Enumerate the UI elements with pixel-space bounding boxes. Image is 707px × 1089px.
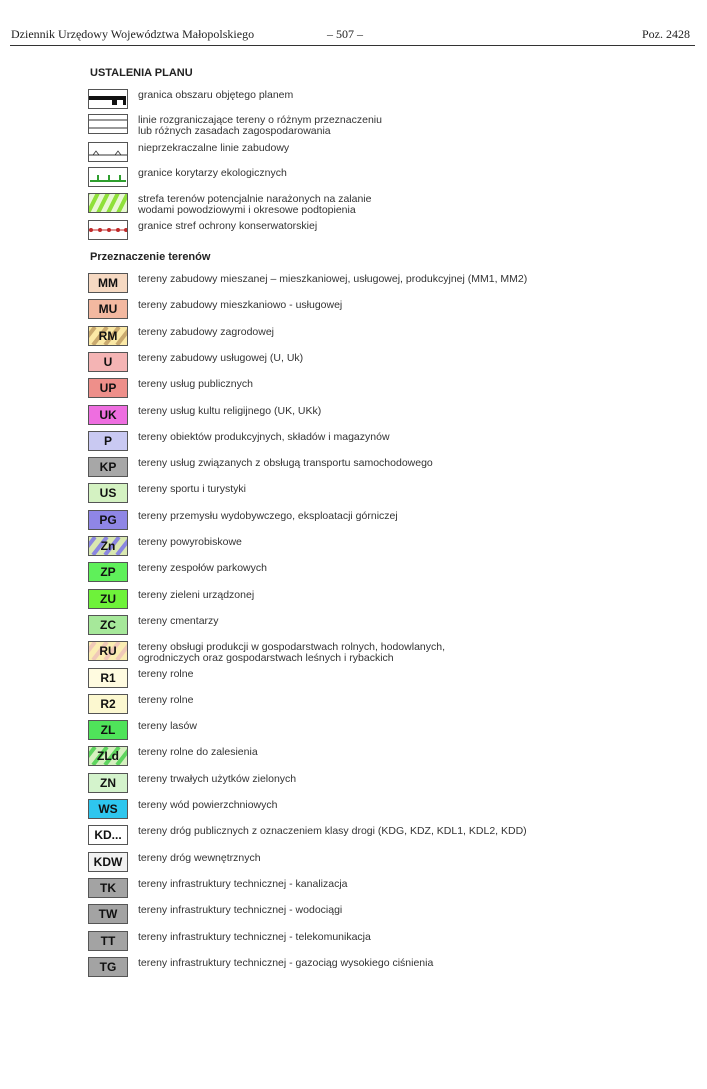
landuse-code-badge <box>88 878 128 898</box>
landuse-description <box>138 932 371 943</box>
label-line: ogrodniczych oraz gospodarstwach leśnych i rybackich <box>138 652 394 664</box>
plan-section-title: USTALENIA PLANU <box>90 67 193 79</box>
label-line: nieprzekraczalne linie zabudowy <box>138 142 290 154</box>
label-line: tereny zabudowy zagrodowej <box>138 326 274 338</box>
landuse-code: KD... <box>94 828 122 842</box>
landuse-code: KP <box>99 460 117 474</box>
landuse-legend-item <box>88 562 648 584</box>
landuse-description <box>138 669 193 680</box>
label-line: tereny zespołów parkowych <box>138 562 267 574</box>
landuse-description <box>138 590 254 601</box>
landuse-code: KDW <box>93 855 123 869</box>
landuse-code: WS <box>98 802 118 816</box>
label-line: tereny powyrobiskowe <box>138 536 242 548</box>
ecological-corridors-symbol <box>88 167 128 187</box>
plan-legend-item <box>88 193 648 215</box>
landuse-code-badge <box>88 299 128 319</box>
label-line: tereny zabudowy mieszkaniowo - usługowej <box>138 299 343 311</box>
landuse-legend-item <box>88 536 648 558</box>
landuse-description <box>138 537 242 548</box>
label-line: tereny rolne do zalesienia <box>138 746 258 758</box>
landuse-description <box>138 800 277 811</box>
landuse-code: TG <box>99 960 117 974</box>
landuse-code-badge <box>88 562 128 582</box>
landuse-legend-item <box>88 668 648 690</box>
label-line: tereny obsługi produkcji w gospodarstwach rolnych, hodowlanych, <box>138 641 446 653</box>
landuse-description <box>138 747 258 758</box>
landuse-description <box>138 379 253 390</box>
landuse-description <box>138 853 261 864</box>
label-line: tereny zieleni urządzonej <box>138 589 255 601</box>
landuse-description <box>138 353 303 364</box>
landuse-code: U <box>103 355 113 369</box>
plan-legend-label <box>138 90 293 101</box>
journal-title: Dziennik Urzędowy Województwa Małopolskiego <box>11 27 255 41</box>
landuse-legend-item <box>88 352 648 374</box>
landuse-code: TK <box>100 881 116 895</box>
plan-legend-label <box>138 143 289 154</box>
plan-legend-label <box>138 194 371 216</box>
landuse-code: Zn <box>100 539 116 553</box>
plan-legend-item <box>88 220 648 242</box>
landuse-legend-item <box>88 457 648 479</box>
label-line: tereny rolne <box>138 668 194 680</box>
landuse-legend-item <box>88 931 648 953</box>
landuse-description <box>138 300 342 311</box>
landuse-code-badge <box>88 457 128 477</box>
label-line: wodami powodziowymi i okresowe podtopienia <box>138 204 356 216</box>
label-line: tereny trwałych użytków zielonych <box>138 773 297 785</box>
label-line: tereny infrastruktury technicznej - wodociągi <box>138 904 343 916</box>
label-line: tereny wód powierzchniowych <box>138 799 278 811</box>
landuse-legend-item <box>88 405 648 427</box>
conservation-zones-symbol <box>88 220 128 240</box>
landuse-code-badge <box>88 825 128 845</box>
landuse-description <box>138 905 342 916</box>
landuse-code: ZP <box>100 565 116 579</box>
flood-zone-symbol <box>88 193 128 213</box>
plan-boundary-symbol <box>88 89 128 109</box>
label-line: tereny rolne <box>138 694 194 706</box>
label-line: tereny lasów <box>138 720 197 732</box>
landuse-code-badge <box>88 536 128 556</box>
dividing-lines-symbol <box>88 114 128 134</box>
landuse-description <box>138 695 193 706</box>
landuse-code-badge <box>88 773 128 793</box>
landuse-code: R2 <box>100 697 116 711</box>
landuse-code: ZU <box>100 592 116 606</box>
label-line: tereny zabudowy usługowej (U, Uk) <box>138 352 304 364</box>
landuse-legend-item <box>88 957 648 979</box>
landuse-code: UP <box>99 381 117 395</box>
landuse-code-badge <box>88 904 128 924</box>
landuse-legend-item <box>88 589 648 611</box>
landuse-legend-item <box>88 694 648 716</box>
label-line: tereny infrastruktury technicznej - gazociąg wysokiego ciśnienia <box>138 957 434 969</box>
label-line: tereny cmentarzy <box>138 615 219 627</box>
plan-legend-label <box>138 115 382 137</box>
landuse-code-badge <box>88 668 128 688</box>
plan-legend-label <box>138 221 317 232</box>
building-lines-symbol <box>88 142 128 162</box>
label-line: granice stref ochrony konserwatorskiej <box>138 220 318 232</box>
landuse-legend-item <box>88 510 648 532</box>
landuse-legend-item <box>88 904 648 926</box>
landuse-code-badge <box>88 378 128 398</box>
label-line: tereny usług kultu religijnego (UK, UKk) <box>138 405 322 417</box>
landuse-code: RU <box>99 644 117 658</box>
landuse-description <box>138 616 219 627</box>
landuse-code-badge <box>88 273 128 293</box>
landuse-legend-item <box>88 878 648 900</box>
landuse-code: RM <box>98 329 118 343</box>
label-line: granica obszaru objętego planem <box>138 89 294 101</box>
landuse-code-badge <box>88 694 128 714</box>
landuse-code-badge <box>88 720 128 740</box>
label-line: tereny infrastruktury technicznej - telekomunikacja <box>138 931 371 943</box>
label-line: tereny dróg publicznych z oznaczeniem klasy drogi (KDG, KDZ, KDL1, KDL2, KDD) <box>138 825 527 837</box>
landuse-legend-item <box>88 852 648 874</box>
landuse-legend-item <box>88 326 648 348</box>
landuse-code-badge <box>88 799 128 819</box>
landuse-code-badge <box>88 931 128 951</box>
landuse-description <box>138 432 390 443</box>
landuse-legend-item <box>88 799 648 821</box>
landuse-section-title: Przeznaczenie terenów <box>90 251 211 263</box>
landuse-code: MU <box>98 302 118 316</box>
label-line: tereny usług publicznych <box>138 378 253 390</box>
landuse-description <box>138 274 527 285</box>
landuse-code-badge <box>88 483 128 503</box>
label-line: tereny usług związanych z obsługą transportu samochodowego <box>138 457 433 469</box>
landuse-code-badge <box>88 510 128 530</box>
landuse-description <box>138 406 321 417</box>
landuse-legend-item <box>88 825 648 847</box>
landuse-code: US <box>99 486 117 500</box>
landuse-legend-item <box>88 615 648 637</box>
landuse-code: PG <box>99 513 117 527</box>
landuse-legend-item <box>88 720 648 742</box>
label-line: tereny dróg wewnętrznych <box>138 852 261 864</box>
label-line: granice korytarzy ekologicznych <box>138 167 287 179</box>
landuse-description <box>138 826 527 837</box>
page-number: – 507 – <box>327 27 363 41</box>
landuse-description <box>138 563 267 574</box>
landuse-code: MM <box>98 276 118 290</box>
landuse-description <box>138 511 398 522</box>
label-line: tereny sportu i turystyki <box>138 483 246 495</box>
label-line: strefa terenów potencjalnie narażonych na zalanie <box>138 193 372 205</box>
landuse-description <box>138 484 246 495</box>
landuse-legend-item <box>88 431 648 453</box>
landuse-code: TT <box>100 934 116 948</box>
landuse-description <box>138 958 433 969</box>
landuse-legend-item <box>88 483 648 505</box>
landuse-code-badge <box>88 957 128 977</box>
landuse-code: ZLd <box>97 749 119 763</box>
landuse-code-badge <box>88 746 128 766</box>
landuse-code: TW <box>98 907 118 921</box>
landuse-code-badge <box>88 431 128 451</box>
landuse-code-badge <box>88 615 128 635</box>
landuse-code: P <box>103 434 112 448</box>
landuse-code: R1 <box>100 671 116 685</box>
landuse-legend-item <box>88 299 648 321</box>
plan-legend-item <box>88 167 648 189</box>
landuse-description <box>138 458 433 469</box>
landuse-description <box>138 642 445 664</box>
landuse-description <box>138 327 274 338</box>
label-line: linie rozgraniczające tereny o różnym przeznaczeniu <box>138 114 382 126</box>
header-rule <box>10 45 695 46</box>
landuse-code-badge <box>88 405 128 425</box>
landuse-description <box>138 721 197 732</box>
position-number: Poz. 2428 <box>642 27 690 41</box>
landuse-code-badge <box>88 641 128 661</box>
landuse-legend-item <box>88 378 648 400</box>
landuse-code-badge <box>88 589 128 609</box>
plan-legend-item <box>88 114 648 136</box>
landuse-code-badge <box>88 326 128 346</box>
plan-legend-item <box>88 142 648 164</box>
landuse-description <box>138 774 296 785</box>
landuse-description <box>138 879 348 890</box>
plan-legend-item <box>88 89 648 111</box>
label-line: lub różnych zasadach zagospodarowania <box>138 125 331 137</box>
landuse-code-badge <box>88 352 128 372</box>
label-line: tereny przemysłu wydobywczego, eksploatacji górniczej <box>138 510 398 522</box>
landuse-code: ZN <box>100 776 116 790</box>
landuse-legend-item <box>88 641 648 663</box>
landuse-legend-item <box>88 746 648 768</box>
landuse-code-badge <box>88 852 128 872</box>
landuse-code: ZL <box>100 723 116 737</box>
label-line: tereny infrastruktury technicznej - kanalizacja <box>138 878 348 890</box>
landuse-legend-item <box>88 273 648 295</box>
plan-legend-label <box>138 168 287 179</box>
label-line: tereny obiektów produkcyjnych, składów i magazynów <box>138 431 390 443</box>
landuse-code: UK <box>99 408 117 422</box>
landuse-code: ZC <box>100 618 116 632</box>
landuse-legend-item <box>88 773 648 795</box>
label-line: tereny zabudowy mieszanej – mieszkaniowej, usługowej, produkcyjnej (MM1, MM2) <box>138 273 528 285</box>
